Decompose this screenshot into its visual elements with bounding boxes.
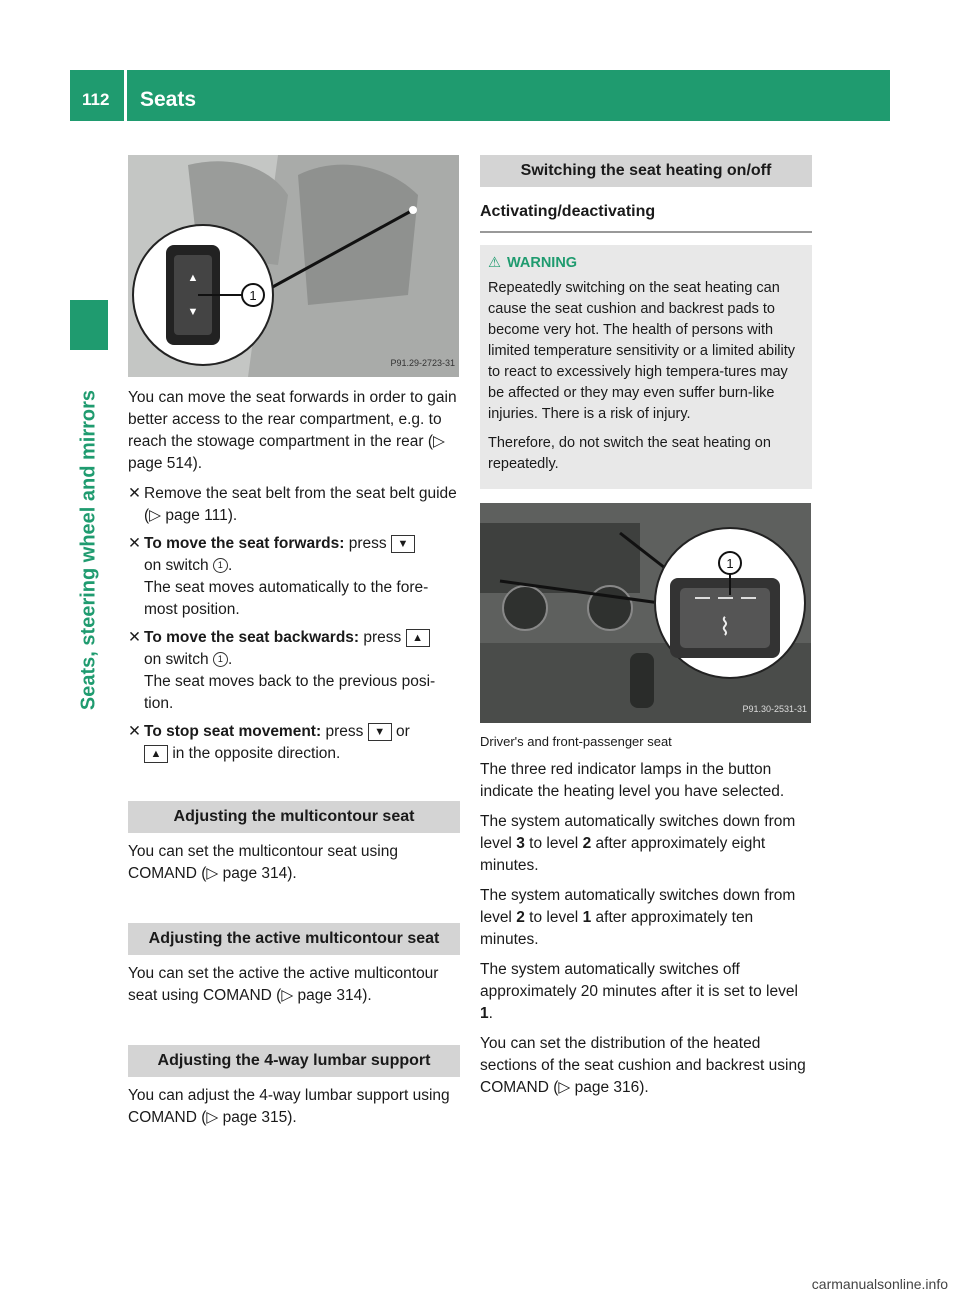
active-multicontour-heading: Adjusting the active multicontour seat — [128, 923, 460, 955]
header-divider — [124, 70, 127, 121]
seat-heating-heading: Switching the seat heating on/off — [480, 155, 812, 187]
step-remove-belt: ✕ Remove the seat belt from the seat belt guide (▷ page 111). — [128, 485, 457, 524]
callout-1-icon: 1 — [213, 558, 228, 573]
up-key-icon: ▲ — [406, 629, 430, 647]
svg-text:1: 1 — [726, 556, 734, 571]
warning-text: Repeatedly switching on the seat heating can cause the seat cushion and backrest pads to become very hot. The health of persons with limited temperature sensitivity or a limited ability to react to excessively high tempera-tures may be affected or they may even suffer burn-like injuries. There is a risk of injury. — [488, 280, 796, 422]
lumbar-text: You can adjust the 4-way lumbar support using COMAND (▷ page 315). — [128, 1087, 450, 1126]
down-key-icon: ▼ — [368, 723, 392, 741]
step-move-forwards: ✕ To move the seat forwards: press ▼ on switch 1 . The seat moves automatically to the fore-most position. — [128, 535, 429, 618]
side-chapter-label: Seats, steering wheel and mirrors — [77, 389, 100, 711]
active-multicontour-text: You can set the active the active multicontour seat using COMAND (▷ page 314). — [128, 965, 439, 1004]
svg-text:⌇: ⌇ — [719, 614, 731, 641]
left-column — [128, 155, 460, 1137]
figure-code: P91.29-2723-31 — [390, 358, 455, 368]
svg-text:1: 1 — [249, 288, 257, 303]
step-arrow-icon: ✕ — [128, 535, 141, 552]
distribution-text: You can set the distribution of the heated sections of the seat cushion and backrest using COMAND (▷ page 316). — [480, 1035, 806, 1096]
callout-1-icon: 1 — [213, 652, 228, 667]
right-column — [480, 155, 812, 1107]
svg-text:▼: ▼ — [187, 306, 199, 318]
figure-code: P91.30-2531-31 — [742, 704, 807, 714]
lumbar-heading: Adjusting the 4-way lumbar support — [128, 1045, 460, 1077]
seat-switch-figure — [128, 155, 459, 377]
multicontour-text: You can set the multicontour seat using COMAND (▷ page 314). — [128, 843, 398, 882]
svg-text:▲: ▲ — [187, 272, 199, 284]
page-number: 112 — [82, 90, 110, 109]
seat-heating-illustration — [480, 503, 811, 723]
step-arrow-icon: ✕ — [128, 629, 141, 646]
indicator-text: The three red indicator lamps in the button indicate the heating level you have selected. — [480, 761, 785, 800]
switch-off-text: The system automatically switches off approximately 20 minutes after it is set to level 1. — [480, 961, 798, 1022]
warning-advice: Therefore, do not switch the seat heating on repeatedly. — [488, 435, 771, 472]
down-key-icon: ▼ — [391, 535, 415, 553]
warning-box — [480, 245, 812, 489]
warning-icon: ⚠ — [488, 255, 501, 271]
side-tab — [70, 300, 108, 350]
activating-subheading: Activating/deactivating — [480, 195, 812, 233]
multicontour-heading: Adjusting the multicontour seat — [128, 801, 460, 833]
switch-down-3-to-2: The system automatically switches down from level 3 to level 2 after approximately eight minutes. — [480, 813, 796, 874]
step-stop-movement: ✕ To stop seat movement: press ▼ or ▲ in the opposite direction. — [128, 723, 410, 762]
warning-title: ⚠ WARNING — [488, 255, 578, 271]
switch-down-2-to-1: The system automatically switches down from level 2 to level 1 after approximately ten minutes. — [480, 887, 796, 948]
step-move-backwards: ✕ To move the seat backwards: press ▲ on switch 1 . The seat moves back to the previous posi-tion. — [128, 629, 436, 712]
intro-text: You can move the seat forwards in order to gain better access to the rear compartment, e.g. to reach the stowage compartment in the rear (▷ page 514). — [128, 389, 457, 472]
figure-caption: Driver's and front-passenger seat — [480, 734, 672, 749]
up-key-icon: ▲ — [144, 745, 168, 763]
watermark: carmanualsonline.info — [811, 1276, 948, 1292]
seat-switch-illustration — [128, 155, 459, 377]
step-arrow-icon: ✕ — [128, 723, 141, 740]
step-arrow-icon: ✕ — [128, 485, 141, 502]
chapter-title: Seats — [140, 88, 197, 111]
seat-heating-figure — [480, 503, 811, 723]
